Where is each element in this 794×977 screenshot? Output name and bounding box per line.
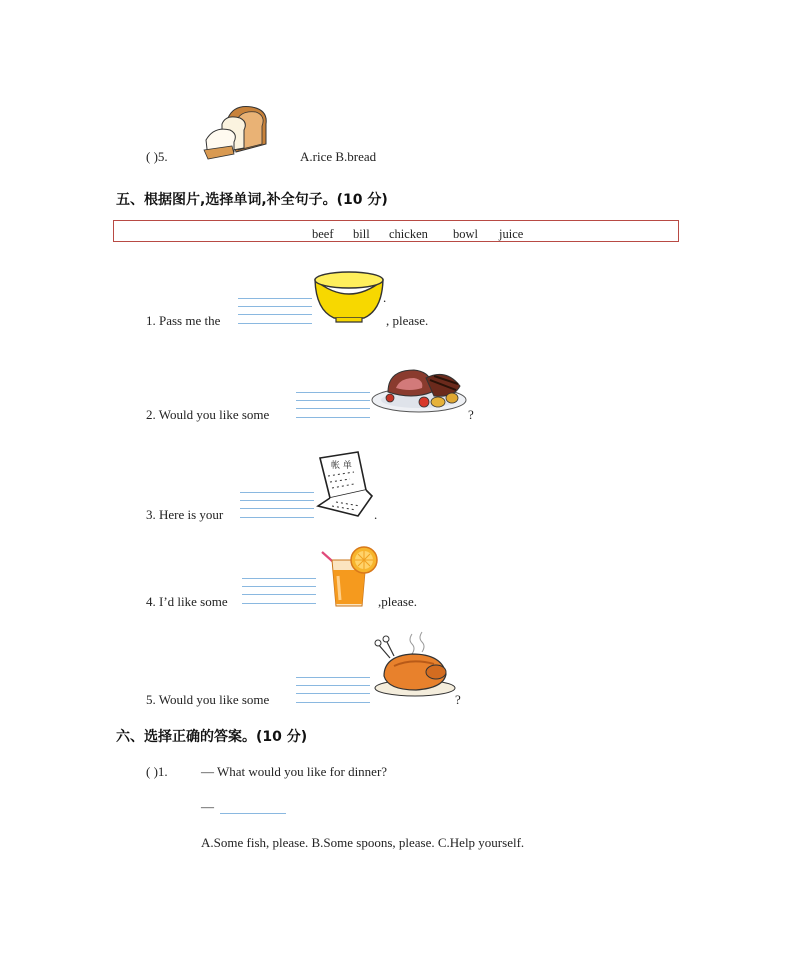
sentence-suffix: ,please. — [378, 594, 417, 609]
answer-blank[interactable] — [296, 392, 370, 418]
sentence-prefix: 3. Here is your — [146, 507, 224, 522]
bowl-icon — [312, 270, 386, 324]
answer-blank[interactable] — [220, 813, 286, 814]
sentence-prefix: 2. Would you like some — [146, 407, 270, 422]
answer-paren: ( )1. — [146, 764, 168, 779]
section-title: 五、根据图片,选择单词,补全句子。(10 分) — [116, 192, 388, 208]
word-bank-item: beef — [312, 227, 334, 241]
options-text: A.Some fish, please. B.Some spoons, please. C.Help yourself. — [201, 835, 525, 850]
section-title: 六、选择正确的答案。(10 分) — [116, 729, 308, 745]
answer-blank[interactable] — [296, 677, 370, 703]
word-bank-item: juice — [499, 227, 524, 241]
answer-paren: ( )5. — [146, 149, 168, 164]
sentence-prefix: 5. Would you like some — [146, 692, 270, 707]
question-text: — What would you like for dinner? — [201, 764, 388, 779]
sentence-prefix: 4. I’d like some — [146, 594, 228, 609]
word-bank-item: bill — [353, 227, 370, 241]
sentence-suffix: ? — [455, 692, 461, 707]
bill-text: 帐 单 — [331, 461, 352, 471]
sentence-suffix: . — [374, 507, 378, 522]
answer-dash: — — [201, 799, 214, 814]
chicken-icon — [372, 630, 458, 698]
answer-blank[interactable] — [240, 492, 314, 518]
options-text: A.rice B.bread — [300, 149, 377, 164]
sentence-suffix: ? — [468, 407, 474, 422]
bread-icon — [200, 104, 272, 160]
juice-icon — [318, 542, 378, 608]
answer-blank[interactable] — [238, 298, 312, 324]
word-bank-item: bowl — [453, 227, 478, 241]
bill-icon — [314, 450, 376, 520]
beef-icon — [370, 362, 468, 418]
sentence-prefix: 1. Pass me the — [146, 313, 221, 328]
sentence-suffix: , please. — [386, 313, 429, 328]
sentence-dot: . — [383, 290, 387, 305]
word-bank — [113, 220, 679, 242]
answer-blank[interactable] — [242, 578, 316, 604]
word-bank-item: chicken — [389, 227, 428, 241]
